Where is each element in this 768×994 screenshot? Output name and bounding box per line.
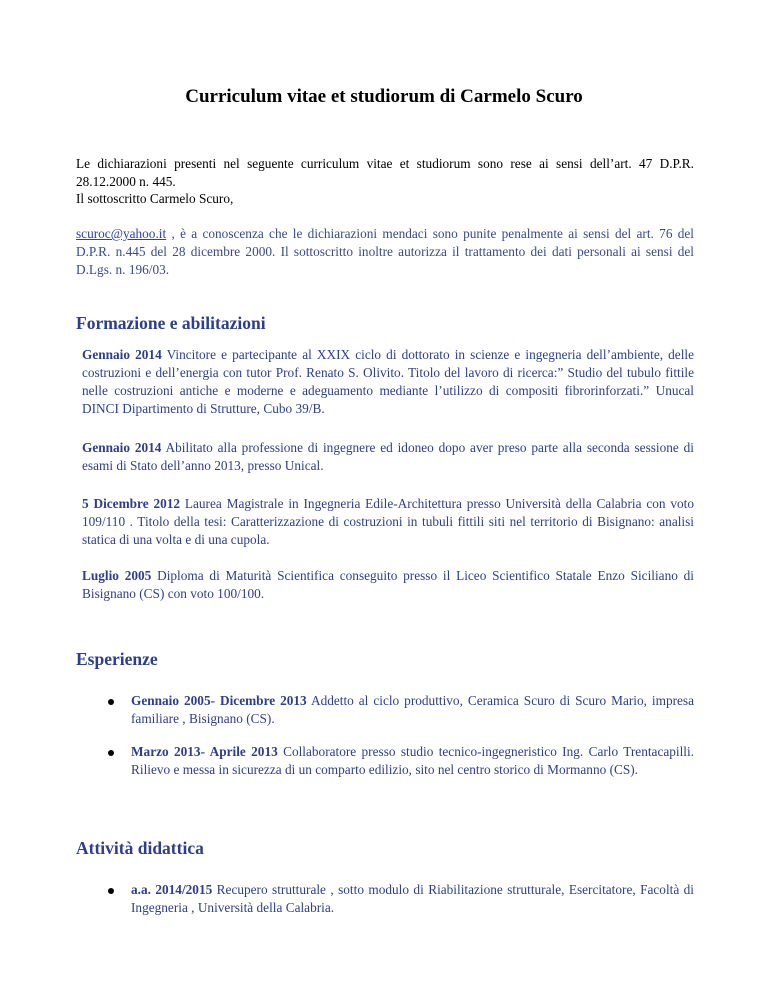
entry-text: Abilitato alla professione di ingegnere ed idoneo dopo aver preso parte alla seconda sessione di esami di Stato dell’anno 2013, presso Unical. — [82, 440, 694, 473]
entry-date: Luglio 2005 — [82, 568, 152, 583]
entry-date: Gennaio 2014 — [82, 347, 162, 362]
entry-date: 5 Dicembre 2012 — [82, 496, 181, 511]
intro-line-1: Le dichiarazioni presenti nel seguente curriculum vitae et studiorum sono rese ai sensi dell’art. 47 D.P.R. 28.12.2000 n. 445. — [76, 156, 694, 189]
entry-text: Recupero strutturale , sotto modulo di Riabilitazione strutturale, Esercitatore, Facoltà di Ingegneria , Università della Calabria. — [131, 882, 694, 915]
email-link[interactable]: scuroc@yahoo.it — [76, 226, 167, 241]
esperienze-entry-1 — [131, 692, 694, 728]
formazione-entry-4 — [82, 567, 694, 603]
esperienze-entry-2 — [131, 743, 694, 779]
entry-date: a.a. 2014/2015 — [131, 882, 213, 897]
section-heading-formazione: Formazione e abilitazioni — [76, 313, 266, 333]
formazione-entry-1 — [82, 346, 694, 418]
intro-block — [76, 155, 694, 208]
declaration-paragraph — [76, 225, 694, 279]
section-heading-esperienze: Esperienze — [76, 649, 158, 669]
entry-date: Gennaio 2005- Dicembre 2013 — [131, 693, 307, 708]
page-title: Curriculum vitae et studiorum di Carmelo Scuro — [185, 86, 583, 107]
bullet-icon — [108, 750, 114, 756]
entry-text: Diploma di Maturità Scientifica conseguito presso il Liceo Scientifico Statale Enzo Siciliano di Bisignano (CS) con voto 100/100. — [82, 568, 694, 601]
declaration-text: , è a conoscenza che le dichiarazioni mendaci sono punite penalmente ai sensi del art. 76 del D.P.R. n.445 del 28 dicembre 2000. Il sottoscritto inoltre autorizza il trattamento dei dati personali ai sensi del D.Lgs. n. 196/03. — [76, 226, 694, 277]
entry-text: Addetto al ciclo produttivo, Ceramica Scuro di Scuro Mario, impresa familiare , Bisignano (CS). — [131, 693, 695, 726]
entry-text: Collaboratore presso studio tecnico-ingegneristico Ing. Carlo Trentacapilli. Rilievo e messa in sicurezza di un comparto edilizio, sito nel centro storico di Mormanno (CS). — [131, 744, 694, 777]
entry-text: Laurea Magistrale in Ingegneria Edile-Architettura presso Università della Calabria con voto 109/110 . Titolo della tesi: Caratterizzazione di costruzioni in tubuli fittili siti nel territorio di Bisignano: analisi statica di una volta e di una cupola. — [82, 496, 694, 547]
didattica-entry-1 — [131, 881, 694, 917]
entry-text: Vincitore e partecipante al XXIX ciclo di dottorato in scienze e ingegneria dell’ambiente, delle costruzioni e dell’energia con tutor Prof. Renato S. Olivito. Titolo del lavoro di ricerca:” Studio del tubulo fittile nelle costruzioni antiche e moderne e adeguamento mediante l’utilizzo di compositi fibrorinforzati.” Unucal DINCI Dipartimento di Strutture, Cubo 39/B. — [82, 347, 694, 416]
entry-date: Marzo 2013- Aprile 2013 — [131, 744, 278, 759]
bullet-icon — [108, 699, 114, 705]
intro-line-2: Il sottoscritto Carmelo Scuro, — [76, 191, 234, 206]
entry-date: Gennaio 2014 — [82, 440, 162, 455]
bullet-icon — [108, 888, 114, 894]
section-heading-didattica: Attività didattica — [76, 838, 204, 858]
formazione-entry-3 — [82, 495, 694, 549]
formazione-entry-2 — [82, 439, 694, 475]
